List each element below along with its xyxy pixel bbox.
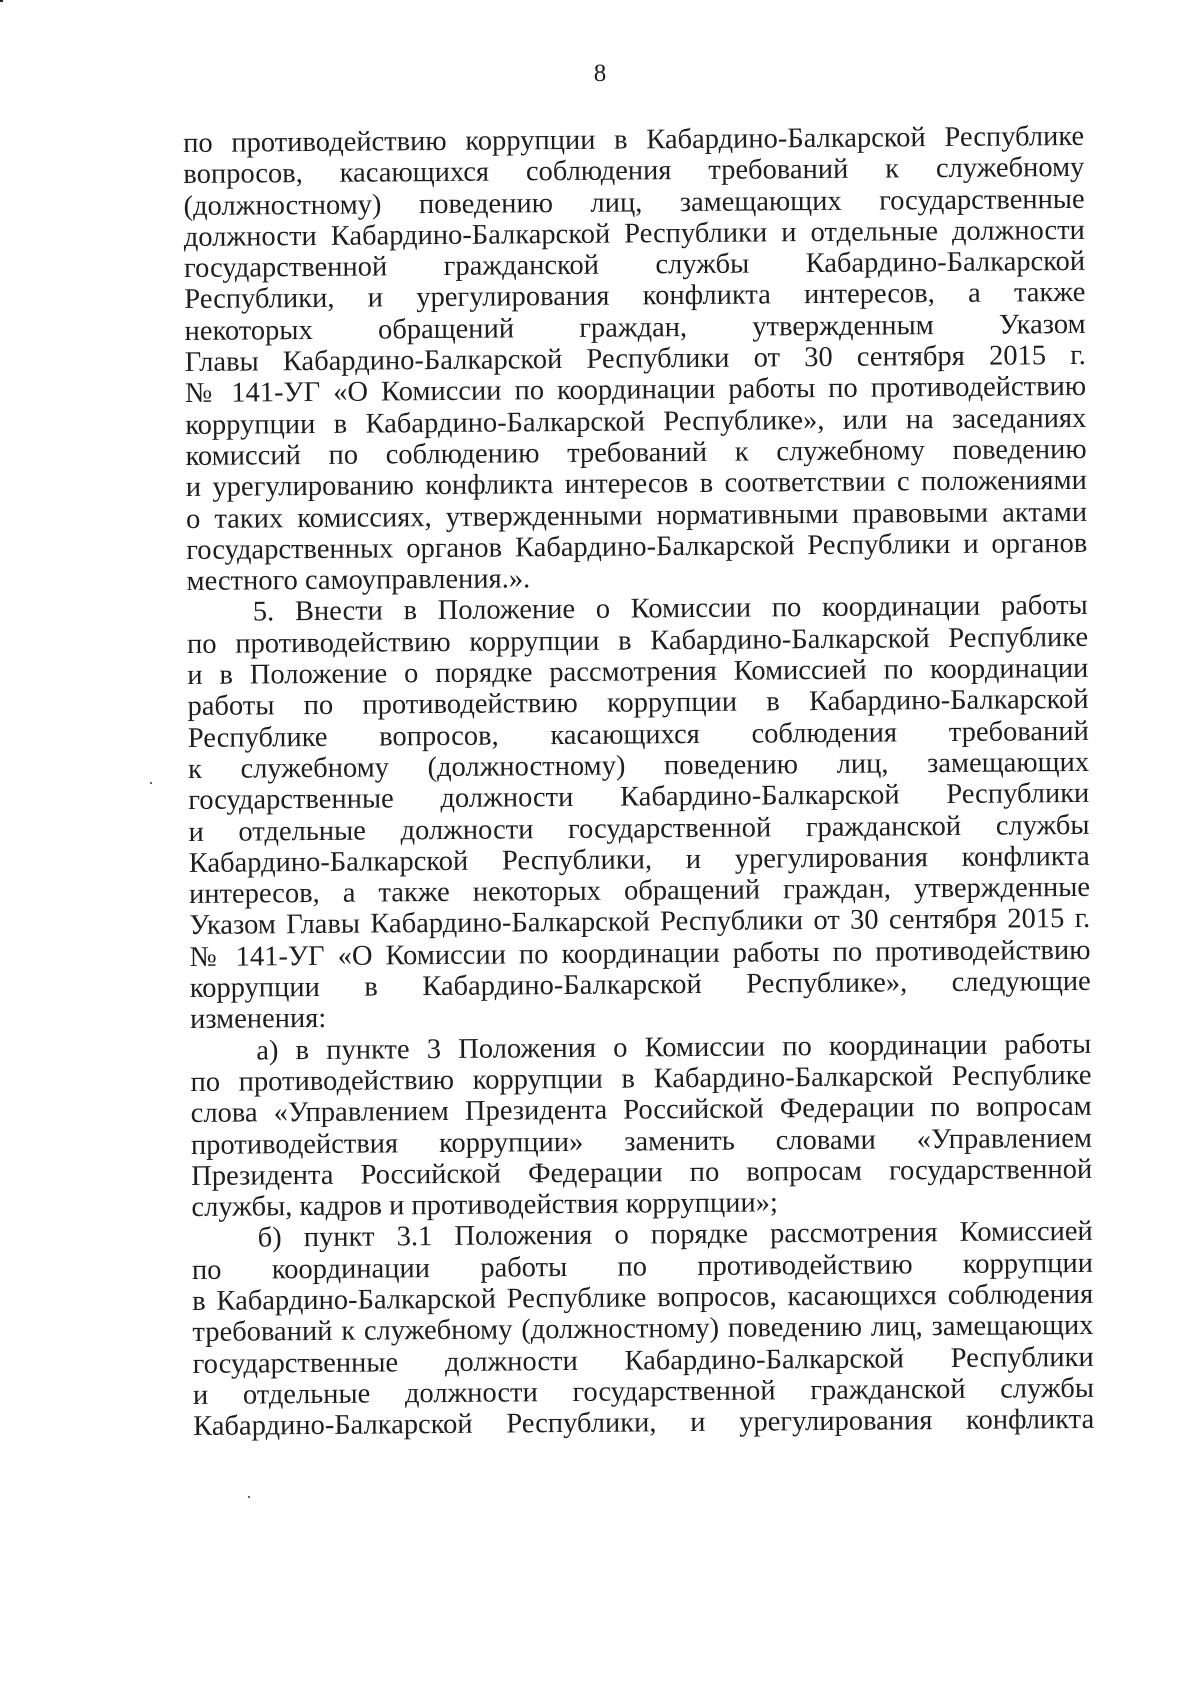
text-line: а) в пункте 3 Положения о Комиссии по координации работы (256, 1028, 1092, 1067)
text-line: интересов, а также некоторых обращений граждан, утвержденные (188, 872, 1091, 911)
text-line: службы, кадров и противодействия коррупции»; (191, 1187, 779, 1224)
text-line: и отдельные должности государственной гражданской службы (192, 1372, 1095, 1411)
scan-speck (248, 1496, 250, 1498)
text-line: по противодействию коррупции в Кабардино-Балкарской Республике (183, 120, 1085, 159)
scan-speck (150, 782, 152, 784)
text-line: коррупции в Кабардино-Балкарской Республике», или на заседаниях (185, 402, 1087, 441)
text-line: коррупции в Кабардино-Балкарской Республике», следующие (189, 965, 1091, 1004)
text-line: Главы Кабардино-Балкарской Республики от 30 сентября 2015 г. (184, 339, 1086, 379)
text-line: Кабардино-Балкарской Республики, и урегулирования конфликта (188, 840, 1090, 879)
text-line: противодействия коррупции» заменить словами «Управлением (190, 1122, 1093, 1161)
text-line: № 141-УГ «О Комиссии по координации работы по противодействию (184, 371, 1087, 410)
text-line: государственные должности Кабардино-Балкарской Республики (188, 778, 1090, 817)
text-line: и в Положение о порядке рассмотрения Комиссией по координации (187, 652, 1089, 692)
text-line: и отдельные должности государственной гражданской службы (188, 809, 1090, 848)
text-line: государственные должности Кабардино-Балкарской Республики (192, 1341, 1094, 1380)
text-line: по противодействию коррупции в Кабардино-Балкарской Республике (190, 1059, 1092, 1098)
text-line: изменения: (189, 1003, 327, 1036)
text-line: требований к служебному (должностному) поведению лиц, замещающих (192, 1310, 1094, 1349)
text-line: государственных органов Кабардино-Балкарской Республики и органов (186, 527, 1088, 566)
text-line: по координации работы по противодействию коррупции (191, 1247, 1094, 1286)
text-line: государственной гражданской службы Кабардино-Балкарской (183, 246, 1086, 285)
text-line: Указом Главы Кабардино-Балкарской Республики от 30 сентября 2015 г. (189, 903, 1091, 942)
text-line: № 141-УГ «О Комиссии по координации работы по противодействию (189, 934, 1091, 973)
text-line: б) пункт 3.1 Положения о порядке рассмотрения Комиссией (257, 1216, 1093, 1254)
document-body (183, 121, 1094, 1443)
text-line: Кабардино-Балкарской Республики, и урегулирования конфликта (193, 1404, 1095, 1443)
text-line: работы по противодействию коррупции в Кабардино-Балкарской (187, 684, 1089, 723)
text-line: по противодействию коррупции в Кабардино-Балкарской Республике (186, 621, 1089, 660)
text-line: о таких комиссиях, утвержденными нормативными правовыми актами (185, 496, 1088, 535)
text-line: Президента Российской Федерации по вопросам государственной (191, 1153, 1093, 1192)
text-line: местного самоуправления.». (186, 563, 531, 598)
text-line: Республике вопросов, касающихся соблюдения требований (187, 715, 1089, 754)
text-line: к служебному (должностному) поведению лиц, замещающих (187, 746, 1090, 785)
text-line: (должностному) поведению лиц, замещающих государственные (183, 183, 1085, 222)
text-line: Республики, и урегулирования конфликта интересов, а также (184, 277, 1086, 316)
text-line: должности Кабардино-Балкарской Республики и отдельные должности (183, 214, 1085, 253)
page-number: 8 (593, 60, 607, 87)
text-line: 5. Внести в Положение о Комиссии по координации работы (252, 590, 1088, 628)
text-line: некоторых обращений граждан, утвержденным Указом (184, 308, 1086, 347)
scan-mark (0, 0, 3, 2)
text-line: вопросов, касающихся соблюдения требований к служебному (183, 152, 1085, 191)
text-line: в Кабардино-Балкарской Республике вопросов, касающихся соблюдения (192, 1278, 1094, 1317)
text-line: слова «Управлением Президента Российской Федерации по вопросам (190, 1091, 1092, 1130)
text-line: комиссий по соблюдению требований к служебному поведению (185, 433, 1087, 472)
text-line: и урегулированию конфликта интересов в соответствии с положениями (185, 465, 1087, 504)
